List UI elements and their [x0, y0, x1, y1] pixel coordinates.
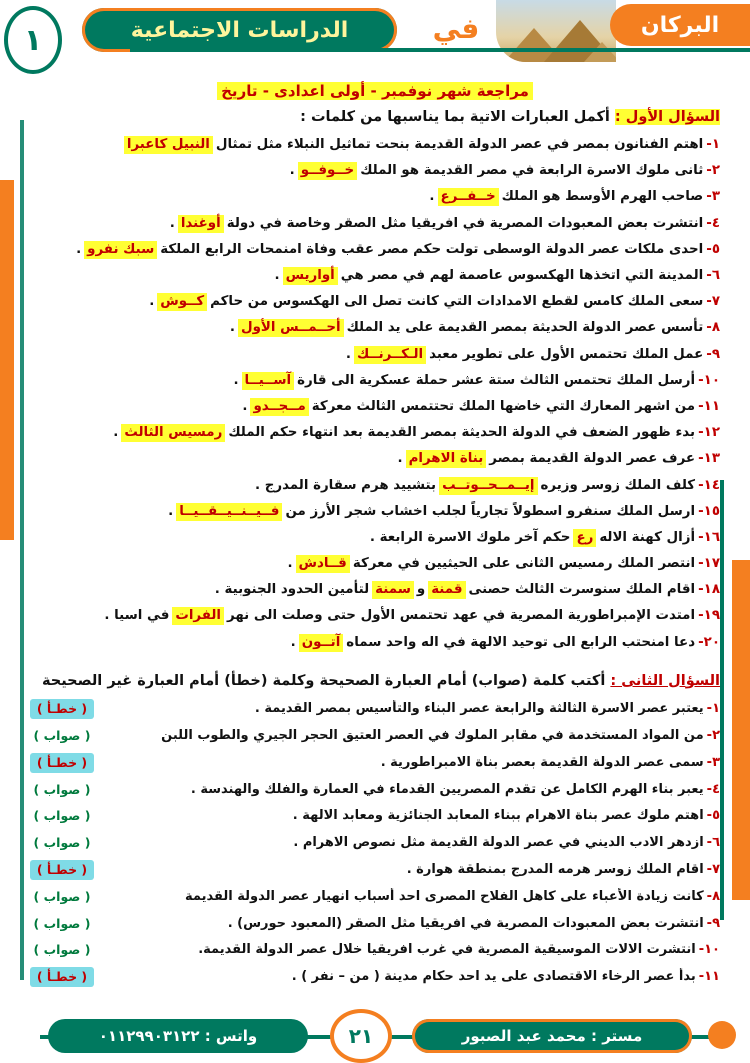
q2-item: ٧-اقام الملك زوسر هرمه المدرج بمنطقة هوارة . ( خطـأ ) [30, 857, 720, 884]
pyramids-image [496, 0, 616, 62]
q1-heading [30, 106, 720, 128]
q2-item: ٣-سمى عصر الدولة القديمة بعصر بناة الامبراطورية . ( خطـأ ) [30, 749, 720, 776]
frame-right-line [720, 480, 724, 920]
q1-item: ١٤- كلف الملك زوسر وزيره إيــمــحــوتــب بتشييد هرم سقارة المدرج . [254, 477, 720, 493]
subject-title: الدراسات الاجتماعية [82, 8, 397, 52]
page-footer [0, 1009, 750, 1061]
q1-item: ١٠- أرسل الملك تحتمس الثالث ستة عشر حملة عسكرية الى قارة آســيــا . [233, 372, 720, 388]
q1-item: ١١- من اشهر المعارك التي خاضها الملك تحتتمس الثالث معركة مــجــدو . [242, 398, 720, 414]
q1-list [30, 132, 720, 656]
verdict-badge: ( صواب ) [30, 940, 94, 960]
q2-item: ١-يعتبر عصر الاسرة الثالثة والرابعة عصر البناء والتأسيس بمصر القديمة . ( خطـأ ) [30, 696, 720, 723]
q2-instruction: أكتب كلمة (صواب) أمام العبارة الصحيحة وكلمة (خطأ) أمام العبارة غير الصحيحة [41, 672, 606, 689]
q2-item: ٦-ازدهر الادب الديني في عصر الدولة القديمة مثل نصوص الاهرام . ( صواب ) [30, 830, 720, 857]
review-title: مراجعة شهر نوفمبر - أولى اعدادى - تاريخ [30, 82, 720, 100]
q2-item: ٥-اهتم ملوك عصر بناة الاهرام ببناء المعابد الجنائزية ومعابد الالهة . ( صواب ) [30, 803, 720, 830]
brand-title: البركان [610, 4, 750, 46]
frame-right-bar [732, 560, 750, 900]
q2-list [30, 696, 720, 991]
q2-item: ١٠-انتشرت الالات الموسيقية المصرية في غرب افريقيا خلال عصر الدولة القديمة. ( صواب ) [30, 937, 720, 964]
verdict-badge: ( صواب ) [30, 806, 94, 826]
q1-item: ١- اهتم الفنانون بمصر في عصر الدولة القديمة بنحت تماثيل النبلاء مثل تمثال النبيل كاعبرا [30, 132, 720, 158]
worksheet-content [30, 74, 720, 991]
frame-left-line [20, 120, 24, 980]
q1-item: ١٣- عرف عصر الدولة القديمة بمصر بناة الاهرام . [397, 451, 720, 467]
q1-label: السؤال الأول : [614, 109, 720, 125]
q2-item: ٢-من المواد المستخدمة في مقابر الملوك في العصر العتيق الحجر الجيري والطوب اللبن ( صواب ) [30, 723, 720, 750]
q2-item: ١١-بدأ عصر الرخاء الاقتصادى على يد احد حكام مدينة ( من – نفر ) . ( خطـأ ) [30, 964, 720, 991]
page-badge: ١ [4, 6, 62, 74]
q1-item: ٨- تأسس عصر الدولة الحديثة بمصر القديمة على يد الملك أحــمــس الأول . [229, 320, 720, 336]
q2-item: ٤-يعبر بناء الهرم الكامل عن تقدم المصريين القدماء في العمارة والفلك والهندسة . ( صواب ) [30, 776, 720, 803]
q2-label: السؤال الثانى : [610, 672, 720, 689]
verdict-badge: ( خطـأ ) [30, 967, 94, 987]
verdict-badge: ( صواب ) [30, 887, 94, 907]
verdict-badge: ( خطـأ ) [30, 753, 94, 773]
verdict-badge: ( صواب ) [30, 833, 94, 853]
q1-instruction: أكمل العبارات الاتية بما يناسبها من كلمات : [300, 109, 610, 125]
q1-item: ١٩- امتدت الإمبراطورية المصرية في عهد تحتمس الأول حتى وصلت الى نهر الفرات في اسيا . [104, 608, 720, 624]
q1-item: ١٧- انتصر الملك رمسيس الثانى على الحيثيين في معركة قــادش . [287, 556, 720, 572]
q1-item: ٢- ثانى ملوك الاسرة الرابعة في مصر القديمة هو الملك خــوفــو . [289, 163, 720, 179]
q1-item: ٥- احدى ملكات عصر الدولة الوسطى تولت حكم مصر عقب وفاة امنمحات الرابع الملكة سبك نفرو . [76, 241, 720, 257]
q1-item: ٦- المدينة التي اتخذها الهكسوس عاصمة لهم في مصر هي أواريس . [274, 268, 720, 284]
verdict-badge: ( خطـأ ) [30, 699, 94, 719]
q1-item: ٢٠- دعا امنحتب الرابع الى توحيد الالهة في اله واحد سماه آتــون . [290, 634, 720, 650]
fi-word: في [432, 11, 480, 45]
q2-item: ٨-كانت زيادة الأعباء على كاهل الفلاح المصرى احد أسباب انهيار عصر الدولة القديمة ( صواب ) [30, 883, 720, 910]
q1-item: ٤- انتشرت بعض المعبودات المصرية في افريقيا مثل الصقر وخاصة في دولة أوغندا . [169, 215, 720, 231]
page-number: ٢١ [330, 1009, 392, 1063]
header-divider [130, 48, 750, 52]
verdict-badge: ( صواب ) [30, 780, 94, 800]
q1-item: ٧- سعى الملك كامس لقطع الامدادات التي كانت تصل الى الهكسوس من حاكم كــوش . [149, 294, 720, 310]
q1-item: ٣- صاحب الهرم الأوسط هو الملك خــفــرع . [429, 189, 720, 205]
q1-item: ١٨- اقام الملك سنوسرت الثالث حصنى قمنة و سمنة لتأمين الحدود الجنوبية . [214, 582, 720, 598]
verdict-badge: ( خطـأ ) [30, 860, 94, 880]
q1-item: ١٢- بدء ظهور الضعف في الدولة الحديثة بمصر القديمة بعد انتهاء حكم الملك رمسيس الثالث . [113, 425, 720, 441]
frame-left-bar [0, 180, 14, 540]
page-header [0, 0, 750, 70]
q1-item: ٩- عمل الملك تحتمس الأول على تطوير معبد الـكــرنــك . [345, 346, 720, 362]
q2-heading [30, 670, 720, 692]
teacher-name: مستر : محمد عبد الصبور [412, 1019, 692, 1053]
phone-contact: واتس : ٠١١٢٩٩٠٣١٢٢ [48, 1019, 308, 1053]
verdict-badge: ( صواب ) [30, 726, 94, 746]
q2-item: ٩-انتشرت بعض المعبودات المصرية في افريقيا مثل الصقر (المعبود حورس) . ( صواب ) [30, 910, 720, 937]
verdict-badge: ( صواب ) [30, 914, 94, 934]
q1-item: ١٥- ارسل الملك سنفرو اسطولاً تجارياً لجلب اخشاب شجر الأرز من فــيــنــيــقــيــا . [168, 503, 720, 519]
q1-item: ١٦- أزال كهنة الاله رع حكم آخر ملوك الاسرة الرابعة . [369, 529, 720, 545]
footer-dot [708, 1021, 736, 1049]
